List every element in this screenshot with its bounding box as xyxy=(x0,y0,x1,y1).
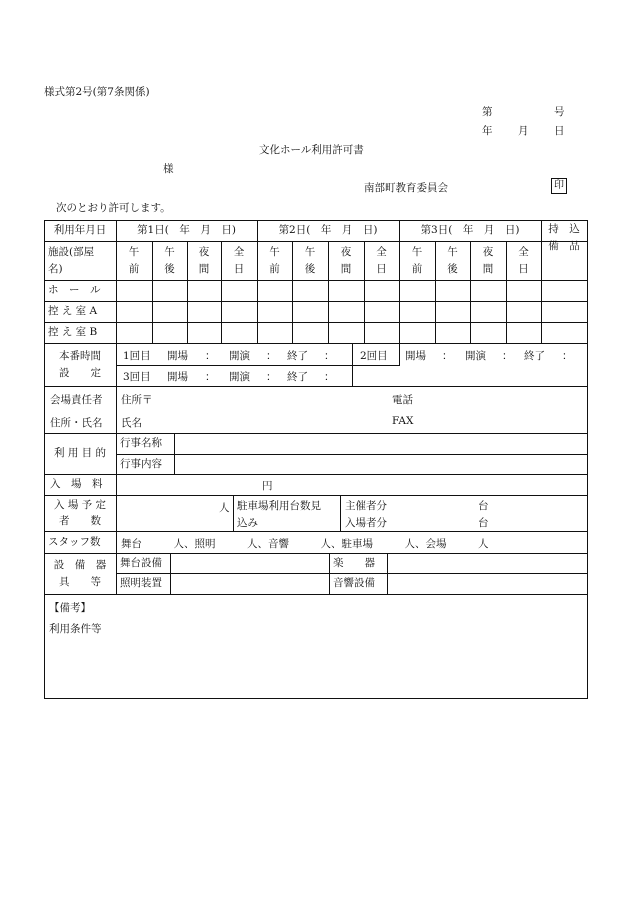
issue-no-prefix: 第 xyxy=(482,106,493,118)
event-content-label: 行事内容 xyxy=(120,457,162,470)
issuer-name: 南部町教育委員会 xyxy=(364,182,448,194)
round3-end: 終了 xyxy=(287,371,308,383)
staff-counts: 舞台 人、照明 人、音響 人、駐車場 人、会場 人 xyxy=(121,538,489,550)
slot-day2-allday: 全 日 xyxy=(376,245,387,275)
address-field: 住所〒 xyxy=(121,394,153,406)
round2-colon2: ： xyxy=(502,350,513,362)
slot-day1-allday: 全 日 xyxy=(233,245,245,275)
round3-start: 開演 xyxy=(229,371,250,383)
staff-label: スタッフ数 xyxy=(48,535,101,548)
fee-label: 入 場 料 xyxy=(50,478,103,491)
facility-label: 施設(部屋 名) xyxy=(48,246,95,275)
seal-mark: 印 xyxy=(551,178,567,194)
round2-colon1: ： xyxy=(442,350,453,362)
phone-field: 電話 xyxy=(392,394,413,406)
fee-yen: 円 xyxy=(262,480,273,492)
sound-label: 音響設備 xyxy=(333,577,375,590)
slot-day2-morning: 午 前 xyxy=(269,245,280,275)
slot-day3-allday: 全 日 xyxy=(518,245,529,275)
addressee-suffix: 様 xyxy=(163,163,174,175)
slot-day2-afternoon: 午 後 xyxy=(304,245,316,275)
room-waiting-a: 控 え 室 A xyxy=(48,305,98,318)
parking-label-2: 込み xyxy=(237,517,258,529)
purpose-label: 利 用 目 的 xyxy=(53,447,106,460)
round1-colon2: ： xyxy=(266,350,277,362)
round1-start: 開演 xyxy=(229,350,250,362)
day1-date: 第1日( 年 月 日) xyxy=(137,224,236,237)
document-title: 文化ホール利用許可書 xyxy=(259,144,364,156)
room-hall: ホ ー ル xyxy=(48,284,101,297)
date-month: 月 xyxy=(518,125,529,137)
slot-day1-morning: 午 前 xyxy=(128,245,140,275)
issue-no-suffix: 号 xyxy=(554,106,565,118)
round3-label: 3回目 xyxy=(123,371,151,383)
organizer-car-unit: 台 xyxy=(478,500,489,512)
lighting-label: 照明装置 xyxy=(120,577,162,590)
event-name-label: 行事名称 xyxy=(120,437,162,450)
round1-open: 開場 xyxy=(167,350,188,362)
address-name-label: 住所・氏名 xyxy=(50,417,103,429)
attendance-label: 入 場 予 定 者 数 xyxy=(53,499,106,527)
round3-colon1: ： xyxy=(205,371,216,383)
visitor-car-unit: 台 xyxy=(478,517,489,529)
slot-day3-evening: 夜 間 xyxy=(482,245,494,275)
round1-colon3: ： xyxy=(324,350,335,362)
visitor-share: 入場者分 xyxy=(345,517,387,529)
round1-end: 終了 xyxy=(287,350,308,362)
attendance-unit: 人 xyxy=(219,502,230,514)
round3-colon2: ： xyxy=(266,371,277,383)
organizer-share: 主催者分 xyxy=(345,500,387,512)
round3-open: 開場 xyxy=(167,371,188,383)
round3-colon3: ： xyxy=(324,371,335,383)
round2-end: 終了 xyxy=(524,350,545,362)
schedule-label: 本番時間 設 定 xyxy=(59,349,101,379)
slot-day1-evening: 夜 間 xyxy=(198,245,210,275)
slot-day1-afternoon: 午 後 xyxy=(164,245,175,275)
parking-label-1: 駐車場利用台数見 xyxy=(237,500,321,512)
equipment-label: 持 込 備 品 xyxy=(548,223,580,253)
day2-date: 第2日( 年 月 日) xyxy=(278,224,378,237)
stage-equipment-label: 舞台設備 xyxy=(120,556,162,569)
round2-start: 開演 xyxy=(465,350,486,362)
date-year: 年 xyxy=(482,125,493,137)
round1-colon1: ： xyxy=(205,350,216,362)
usage-date-label: 利用年月日 xyxy=(53,224,107,237)
instruments-label: 楽 器 xyxy=(333,556,375,569)
round2-label: 2回目 xyxy=(360,350,388,362)
date-day: 日 xyxy=(554,125,565,137)
facilities-label: 設 備 器 具 等 xyxy=(53,558,107,588)
round2-open: 開場 xyxy=(405,350,426,362)
room-waiting-b: 控 え 室 B xyxy=(48,326,98,339)
name-field: 氏名 xyxy=(121,417,142,429)
fax-field: FAX xyxy=(392,415,414,427)
round2-colon3: ： xyxy=(562,350,573,362)
slot-day2-evening: 夜 間 xyxy=(340,245,352,275)
slot-day3-morning: 午 前 xyxy=(411,245,423,275)
remarks-label: 【備考】 xyxy=(49,602,91,614)
form-number: 様式第2号(第7条関係) xyxy=(44,86,150,98)
slot-day3-afternoon: 午 後 xyxy=(447,245,458,275)
manager-label: 会場責任者 xyxy=(50,394,103,406)
day3-date: 第3日( 年 月 日) xyxy=(420,224,520,237)
intro-text: 次のとおり許可します。 xyxy=(56,202,171,214)
round1-label: 1回目 xyxy=(123,350,151,362)
conditions-label: 利用条件等 xyxy=(49,623,102,635)
